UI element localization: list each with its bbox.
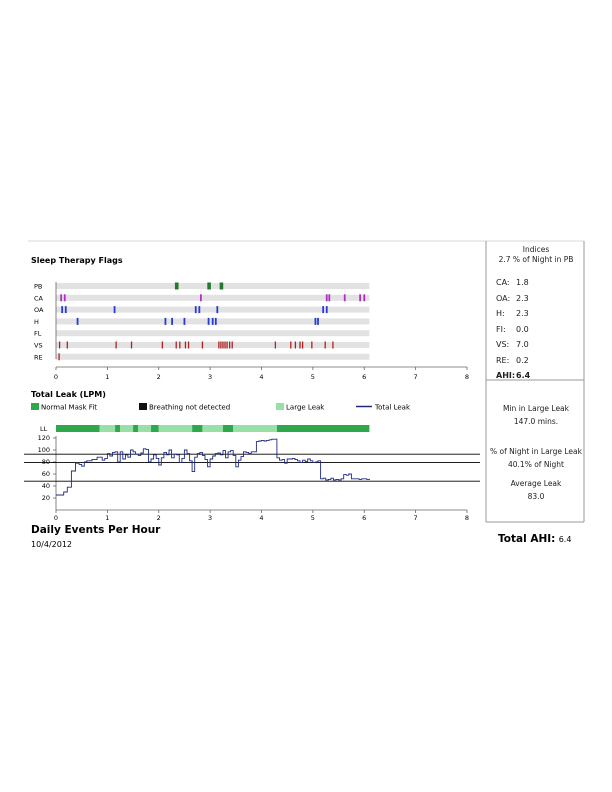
flag-event-mark (229, 342, 230, 349)
flag-event-mark (328, 294, 330, 301)
flag-event-mark (326, 294, 328, 301)
daily-events-title: Daily Events Per Hour (31, 524, 161, 536)
ll-normal-segment (223, 425, 233, 432)
indices-pb-percent: 2.7 % of Night in PB (498, 255, 574, 264)
flag-event-mark (215, 318, 217, 325)
sleep-flags-title: Sleep Therapy Flags (31, 256, 123, 265)
indices-title: Indices (522, 245, 550, 254)
ll-normal-segment (56, 425, 100, 432)
flag-track (56, 283, 369, 289)
index-label: FI: (496, 324, 506, 334)
flag-row-label: RE (34, 353, 43, 362)
flag-track (56, 295, 369, 301)
total-ahi (498, 533, 571, 545)
flag-event-mark (322, 306, 324, 313)
index-row (496, 340, 529, 349)
flags-x-tick-label: 0 (53, 373, 59, 381)
flag-event-mark (332, 342, 333, 349)
flag-event-mark (325, 342, 326, 349)
leak-x-tick-label: 3 (208, 514, 213, 522)
flag-event-mark (198, 306, 200, 313)
min-large-leak-value: 147.0 mins. (513, 417, 559, 426)
flag-event-mark (224, 342, 225, 349)
flag-event-mark (216, 306, 218, 313)
index-value: 1.8 (516, 278, 529, 287)
leak-x-tick-label: 8 (464, 514, 470, 522)
leak-y-tick-label: 20 (41, 494, 50, 503)
legend-swatch (276, 403, 284, 410)
flag-event-mark (60, 294, 62, 301)
flag-event-mark (363, 294, 365, 301)
legend-swatch (31, 403, 39, 410)
index-value: 0.2 (516, 355, 529, 365)
report-date: 10/4/2012 (31, 540, 73, 549)
index-value: 2.3 (516, 293, 529, 303)
index-value: 7.0 (516, 340, 529, 349)
leak-chart (24, 425, 480, 522)
sleep-flags-chart (34, 282, 469, 381)
flag-event-mark (220, 342, 221, 349)
leak-x-tick-label: 7 (413, 514, 418, 522)
pct-large-leak-label: % of Night in Large Leak (490, 447, 582, 456)
flag-event-mark (175, 283, 179, 290)
flags-x-tick-label: 3 (208, 373, 213, 381)
ll-normal-segment (115, 425, 120, 432)
leak-title: Total Leak (LPM) (31, 390, 106, 399)
flag-event-mark (200, 294, 202, 301)
flag-track (56, 354, 369, 360)
leak-y-tick-label: 120 (37, 434, 50, 443)
flag-event-mark (131, 342, 132, 349)
ll-large-leak-segment (159, 425, 192, 432)
leak-legend (31, 403, 411, 412)
flag-event-mark (359, 294, 361, 301)
flag-event-mark (114, 306, 116, 313)
flags-x-tick-label: 1 (105, 373, 110, 381)
flag-track (56, 330, 369, 336)
index-label: AHI: (496, 371, 516, 380)
flag-row-label: VS (34, 341, 43, 350)
flag-event-mark (162, 342, 163, 349)
ll-large-leak-segment (138, 425, 151, 432)
flags-x-tick-label: 7 (413, 373, 418, 381)
leak-y-tick-label: 60 (41, 470, 50, 479)
ll-large-leak-segment (202, 425, 223, 432)
legend-label: Large Leak (286, 403, 325, 412)
legend-label: Normal Mask Fit (41, 403, 98, 412)
ll-large-leak-segment (100, 425, 115, 432)
flags-x-tick-label: 8 (464, 373, 470, 381)
index-label: OA: (496, 293, 511, 303)
index-label: CA: (496, 278, 510, 287)
flag-event-mark (232, 342, 233, 349)
flag-event-mark (207, 283, 211, 290)
ll-label: LL (40, 425, 48, 433)
index-row (496, 294, 529, 303)
flag-event-mark (218, 342, 219, 349)
flags-x-tick-label: 6 (362, 373, 367, 381)
flags-x-tick-label: 4 (259, 373, 264, 381)
total-leak-line (56, 439, 369, 495)
leak-x-tick-label: 0 (53, 514, 59, 522)
flag-row-label: H (34, 317, 39, 326)
flag-event-mark (195, 306, 197, 313)
ll-normal-segment (133, 425, 138, 432)
index-row (496, 325, 529, 334)
pct-large-leak-value: 40.1% of Night (508, 460, 564, 469)
flag-event-mark (275, 342, 276, 349)
index-row (496, 278, 529, 287)
flag-event-mark (302, 342, 303, 349)
flag-event-mark (212, 318, 214, 325)
leak-x-tick-label: 2 (156, 514, 161, 522)
ll-large-leak-segment (233, 425, 277, 432)
flag-event-mark (165, 318, 167, 325)
flag-event-mark (59, 342, 60, 349)
flag-event-mark (226, 342, 227, 349)
flag-event-mark (317, 318, 319, 325)
legend-label: Breathing not detected (149, 403, 231, 412)
flag-event-mark (299, 342, 300, 349)
flag-event-mark (58, 353, 59, 360)
flag-track (56, 342, 369, 348)
index-label: RE: (496, 355, 510, 365)
legend-swatch (139, 403, 147, 410)
index-label: VS: (496, 340, 510, 349)
flag-event-mark (64, 294, 66, 301)
average-leak-value: 83.0 (527, 492, 545, 501)
flags-x-tick-label: 5 (310, 373, 315, 381)
flags-x-tick-label: 2 (156, 373, 161, 381)
flag-event-mark (188, 342, 189, 349)
flag-event-mark (220, 283, 224, 290)
flag-event-mark (65, 306, 67, 313)
index-row (496, 356, 529, 365)
flag-row-label: OA (34, 306, 44, 315)
leak-y-tick-label: 80 (41, 458, 50, 467)
leak-x-tick-label: 5 (310, 514, 315, 522)
flag-event-mark (184, 318, 186, 325)
ll-normal-segment (151, 425, 159, 432)
average-leak-label: Average Leak (510, 479, 562, 488)
flag-event-mark (77, 318, 79, 325)
index-value: 0.0 (516, 324, 529, 334)
leak-x-tick-label: 4 (259, 514, 264, 522)
flag-row-label: PB (34, 282, 43, 291)
index-label: H: (496, 309, 505, 318)
index-value: 6.4 (516, 371, 531, 380)
flag-row-label: CA (34, 294, 43, 303)
index-row (496, 309, 529, 318)
flag-event-mark (290, 342, 291, 349)
legend-label: Total Leak (375, 403, 410, 412)
flag-event-mark (67, 342, 68, 349)
flag-event-mark (344, 294, 346, 301)
flag-event-mark (179, 342, 180, 349)
ll-large-leak-segment (120, 425, 133, 432)
flag-event-mark (61, 306, 63, 313)
ll-normal-segment (277, 425, 369, 432)
flag-event-mark (295, 342, 296, 349)
leak-x-tick-label: 1 (105, 514, 110, 522)
flag-event-mark (202, 342, 203, 349)
flag-event-mark (311, 342, 312, 349)
leak-y-tick-label: 40 (41, 482, 50, 491)
flag-event-mark (176, 342, 177, 349)
flag-event-mark (171, 318, 173, 325)
flag-event-mark (208, 318, 210, 325)
min-large-leak-label: Min in Large Leak (503, 404, 569, 413)
flag-event-mark (115, 342, 116, 349)
index-value: 2.3 (516, 309, 529, 318)
ll-normal-segment (192, 425, 202, 432)
total-ahi-value: 6.4 (558, 535, 572, 544)
leak-x-tick-label: 6 (362, 514, 367, 522)
flag-event-mark (315, 318, 317, 325)
flag-event-mark (326, 306, 328, 313)
flag-event-mark (185, 342, 186, 349)
total-ahi-label: Total AHI: (498, 533, 556, 545)
flag-row-label: FL (34, 329, 42, 338)
leak-y-tick-label: 100 (37, 446, 50, 455)
index-row (496, 371, 530, 380)
flag-event-mark (222, 342, 223, 349)
